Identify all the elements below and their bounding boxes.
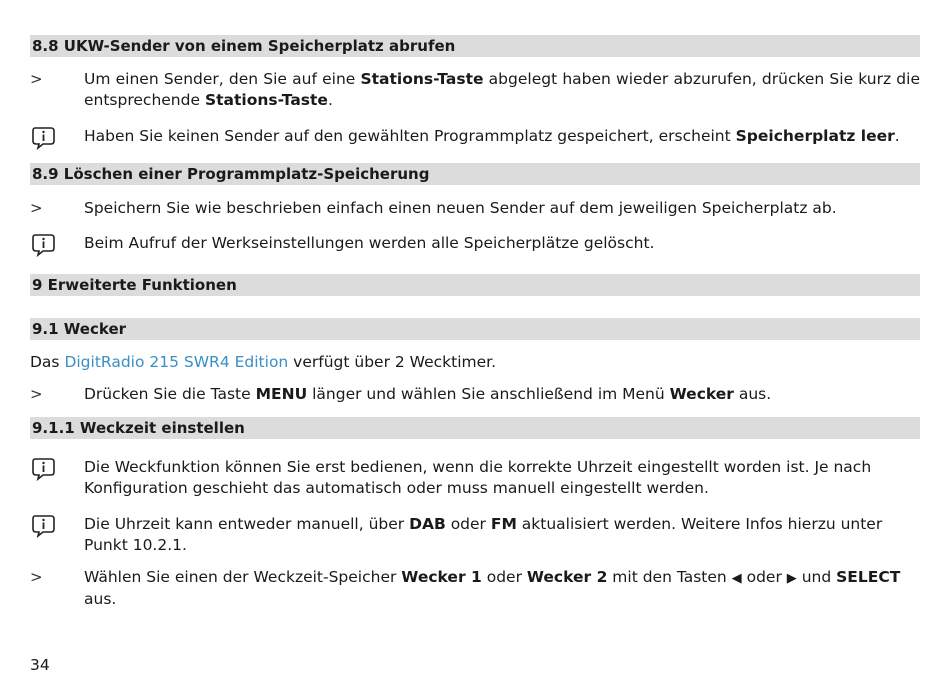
section-heading-8-9: 8.9 Löschen einer Programmplatz-Speicherung: [30, 163, 920, 185]
note-text: Haben Sie keinen Sender auf den gewählten Programmplatz gespeichert, erscheint Speicherplatz leer.: [84, 127, 900, 145]
bullet-text: Um einen Sender, den Sie auf eine Stations-Taste abgelegt haben wieder abzurufen, drücken Sie kurz die entsprechende Stations-Taste.: [84, 70, 920, 109]
bullet-marker: >: [30, 568, 43, 586]
product-name-link: DigitRadio 215 SWR4 Edition: [64, 353, 289, 371]
bullet-item: [30, 198, 920, 220]
note-item: [30, 514, 920, 558]
bullet-item: [30, 384, 920, 406]
info-note-icon: [31, 233, 57, 257]
note-text: Die Uhrzeit kann entweder manuell, über DAB oder FM aktualisiert werden. Weitere Infos hierzu unter Punkt 10.2.1.: [84, 515, 883, 554]
page-number: 34: [30, 656, 50, 674]
bullet-marker: >: [30, 70, 43, 88]
info-note-icon: [31, 126, 57, 150]
bullet-text: Wählen Sie einen der Weckzeit-Speicher Wecker 1 oder Wecker 2 mit den Tasten ◀ oder ▶ und SELECT aus.: [84, 568, 901, 608]
bullet-marker: >: [30, 199, 43, 217]
note-text: Beim Aufruf der Werkseinstellungen werden alle Speicherplätze gelöscht.: [84, 234, 655, 252]
info-note-icon: [31, 457, 57, 481]
note-item: [30, 457, 920, 501]
bullet-text: Drücken Sie die Taste MENU länger und wählen Sie anschließend im Menü Wecker aus.: [84, 385, 772, 403]
bullet-item: [30, 69, 920, 113]
bullet-marker: >: [30, 385, 43, 403]
section-heading-8-8: 8.8 UKW-Sender von einem Speicherplatz abrufen: [30, 35, 920, 57]
section-heading-9-1-1: 9.1.1 Weckzeit einstellen: [30, 417, 920, 439]
section-heading-9-1: 9.1 Wecker: [30, 318, 920, 340]
section-heading-9: 9 Erweiterte Funktionen: [30, 274, 920, 296]
note-text: Die Weckfunktion können Sie erst bedienen, wenn die korrekte Uhrzeit eingestellt worden ist. Je nach Konfiguration geschieht das automatisch oder muss manuell eingestellt werden.: [84, 458, 872, 497]
intro-paragraph: Das DigitRadio 215 SWR4 Edition verfügt über 2 Wecktimer.: [30, 353, 497, 371]
info-note-icon: [31, 514, 57, 538]
right-arrow-icon: ▶: [786, 571, 797, 586]
note-item: [30, 233, 920, 257]
bullet-item: [30, 567, 920, 611]
note-item: [30, 126, 920, 150]
left-arrow-icon: ◀: [731, 571, 742, 586]
bullet-text: Speichern Sie wie beschrieben einfach einen neuen Sender auf dem jeweiligen Speicherplatz ab.: [84, 199, 837, 217]
